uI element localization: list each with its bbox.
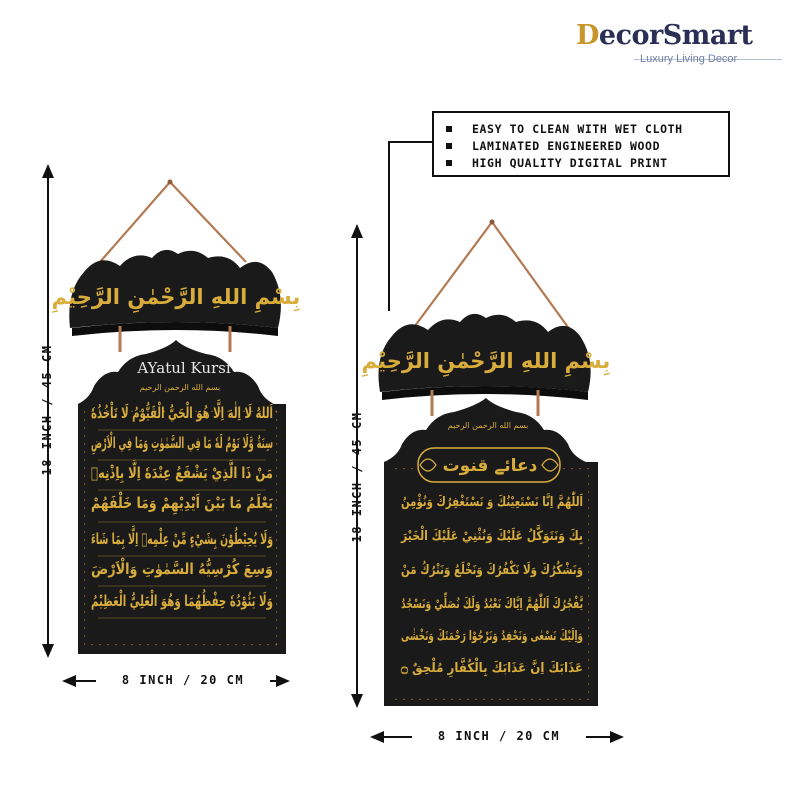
brand-tagline: Luxury Living Decor xyxy=(640,53,738,65)
arrow-right-icon xyxy=(276,675,290,687)
right-width-label: 8 INCH / 20 CM xyxy=(412,729,586,743)
right-plaque-title: دعائے قنوت xyxy=(442,456,538,476)
right-text-line: بِكَ وَنَتَوَكَّلُ عَلَيْكَ وَنُثْنِيْ عَلَيْكَ الْخَيْرَ xyxy=(401,529,619,544)
arrow-up-icon xyxy=(42,164,54,178)
arrow-left-icon xyxy=(370,731,384,743)
right-header-calligraphy: بِسْمِ اللهِ الرَّحْمٰنِ الرَّحِيْمِ xyxy=(361,349,611,373)
feature-text: EASY TO CLEAN WITH WET CLOTH xyxy=(472,121,683,136)
left-text-line: سِنَةٌ وَّلَا نَوْمٌ لَهٗ مَا فِي السَّمٰوٰتِ وَمَا فِي الْاَرْضِ xyxy=(91,434,425,452)
feature-text: HIGH QUALITY DIGITAL PRINT xyxy=(472,155,668,170)
arrow-down-icon xyxy=(42,644,54,658)
right-plaque-subtitle: بسم الله الرحمن الرحيم xyxy=(447,421,529,430)
arrow-down-icon xyxy=(351,694,363,708)
nail-icon xyxy=(490,220,495,225)
right-height-label: 18 INCH / 45 CM xyxy=(350,411,364,543)
left-width-label: 8 INCH / 20 CM xyxy=(96,673,270,687)
nail-icon xyxy=(168,180,173,185)
left-text-line: اَللهُ لَا اِلٰهَ اِلَّا هُوَ الْحَيُّ الْقَيُّوْمُ لَا تَاْخُذُهٗ xyxy=(91,404,362,422)
right-main-board xyxy=(384,398,671,706)
left-text-line: وَلَا يُحِيْطُوْنَ بِشَيْءٍ مِّنْ عِلْمِهٖ اِلَّا بِمَا شَاءَ xyxy=(91,530,385,548)
hanging-rope xyxy=(100,182,246,262)
right-text-line: عَذَابَكَ اِنَّ عَذَابَكَ بِالْكُفَّارِ مُلْحِقٌ ۝ xyxy=(401,661,601,676)
left-text-line: وَلَا يَئُوْدُهٗ حِفْظُهُمَا وَهُوَ الْعَلِيُّ الْعَظِيْمُ xyxy=(91,592,359,610)
left-text-line: يَعْلَمُ مَا بَيْنَ اَيْدِيْهِمْ وَمَا خَلْفَهُمْ xyxy=(91,494,310,512)
feature-text: LAMINATED ENGINEERED WOOD xyxy=(472,138,661,153)
right-text-line: وَنَشْكُرُكَ وَلَا نَكْفُرُكَ وَنَخْلَعُ وَنَتْرُكُ مَنْ xyxy=(401,563,632,578)
left-plaque-title: AYatul Kursi xyxy=(137,359,231,377)
arrow-right-icon xyxy=(610,731,624,743)
hanging-rope xyxy=(412,222,570,330)
brand-name-initial: D xyxy=(576,20,599,51)
brand-name-rest: ecorSmart xyxy=(598,20,753,51)
left-plaque-subtitle: بسم الله الرحمن الرحيم xyxy=(139,383,221,392)
right-text-line: وَاِلَيْكَ نَسْعٰى وَنَحْفِدُ وَنَرْجُوْا رَحْمَتَكَ وَنَخْشٰى xyxy=(401,629,671,644)
arrow-up-icon xyxy=(351,224,363,238)
left-text-line: مَنْ ذَا الَّذِيْ يَشْفَعُ عِنْدَهٗ اِلَّا بِاِذْنِهٖ xyxy=(91,464,326,482)
right-text-line: يَّفْجُرُكَ اَللّٰهُمَّ اِيَّاكَ نَعْبُدُ وَلَكَ نُصَلِّيْ وَنَسْجُدُ xyxy=(401,597,661,612)
left-height-label: 18 INCH / 45 CM xyxy=(40,344,54,476)
left-header-calligraphy: بِسْمِ اللهِ الرَّحْمٰنِ الرَّحِيْمِ xyxy=(51,285,301,309)
right-text-line: اَللّٰهُمَّ اِنَّا نَسْتَعِيْنُكَ وَ نَسْتَغْفِرُكَ وَنُؤْمِنُ xyxy=(401,495,634,510)
left-text-line: وَسِعَ كُرْسِيُّهُ السَّمٰوٰتِ وَالْاَرْضَ xyxy=(91,560,305,578)
arrow-left-icon xyxy=(62,675,76,687)
